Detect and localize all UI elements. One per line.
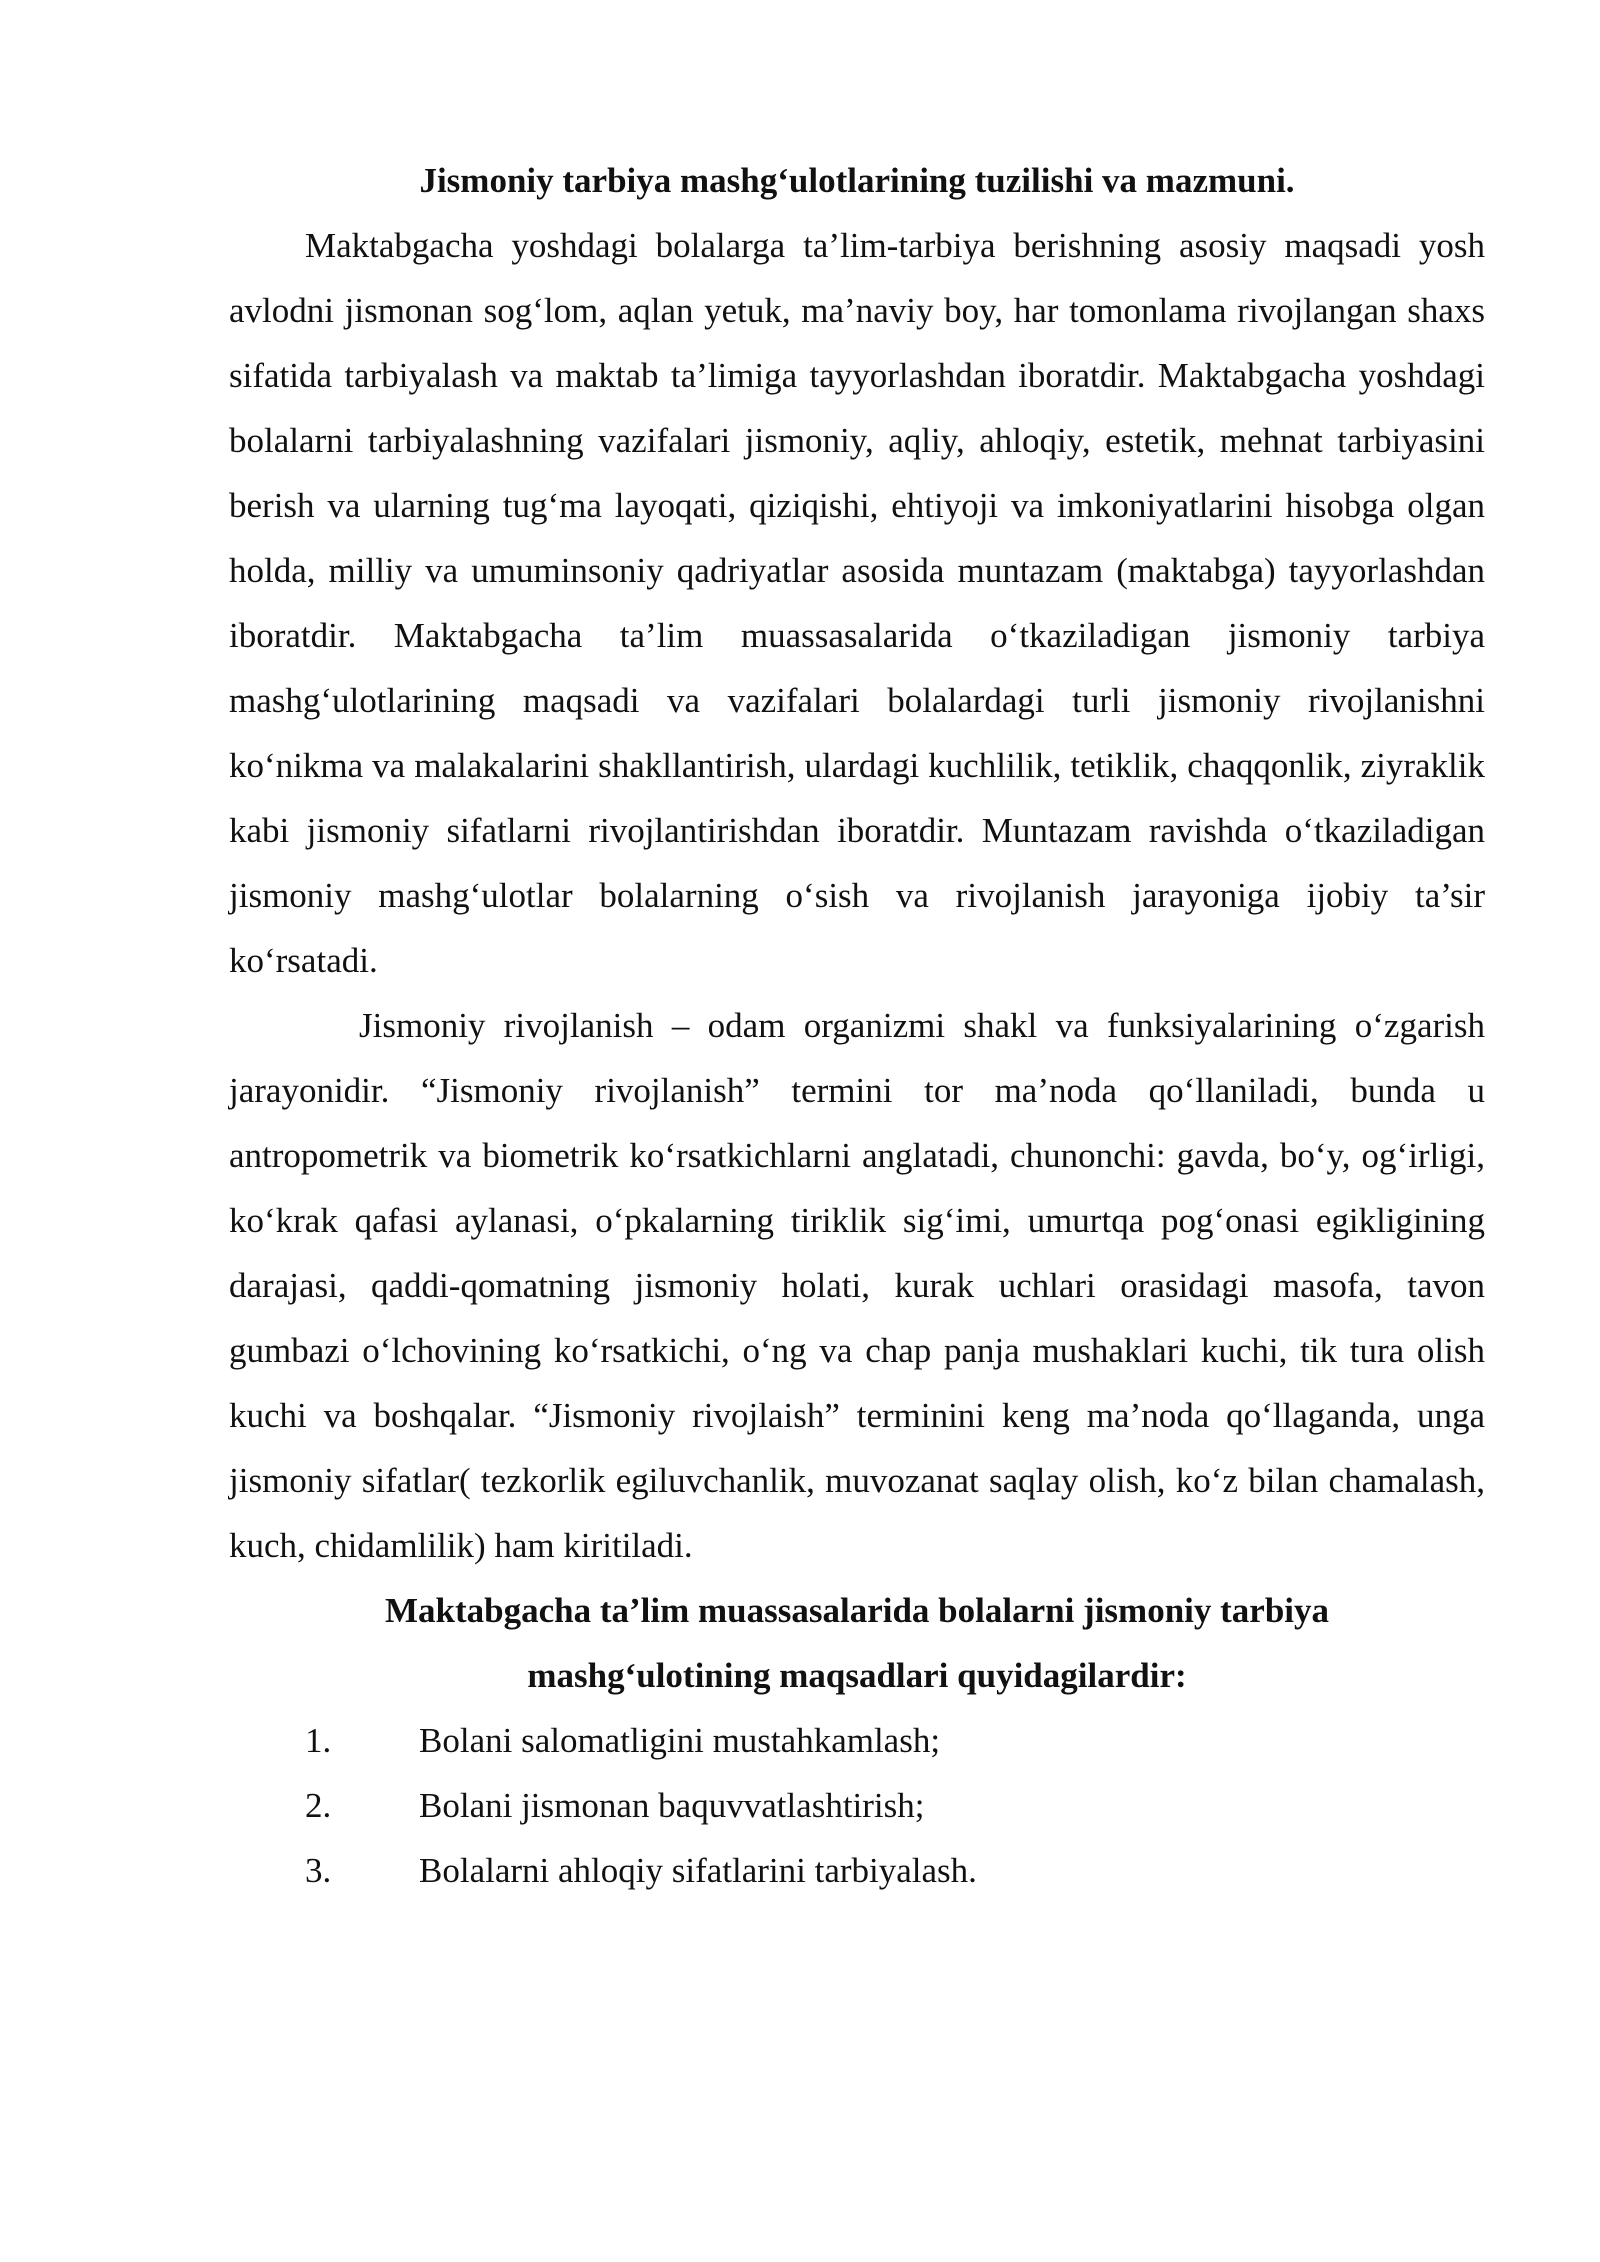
- list-item-text: Bolalarni ahloqiy sifatlarini tarbiyalash.: [419, 1851, 977, 1890]
- paragraph-goals: Maktabgacha yoshdagi bolalarga ta’lim-tarbiya berishning asosiy maqsadi yosh avlodni jismonan sog‘lom, aqlan yetuk, ma’naviy boy, har tomonlama rivojlangan shaxs sifatida tarbiyalash va maktab ta’limiga tayyorlashdan iboratdir. Maktabgacha yoshdagi bolalarni tarbiyalashning vazifalari jismoniy, aqliy, ahloqiy, estetik, mehnat tarbiyasini berish va ularning tug‘ma layoqati, qiziqishi, ehtiyoji va imkoniyatlarini hisobga olgan holda, milliy va umuminsoniy qadriyatlar asosida muntazam (maktabga) tayyorlashdan iboratdir. Maktabgacha ta’lim muassasalarida o‘tkaziladigan jismoniy tarbiya mashg‘ulotlarining maqsadi va vazifalari bolalardagi turli jismoniy rivojlanishni ko‘nikma va malakalarini shakllantirish, ulardagi kuchlilik, tetiklik, chaqqonlik, ziyraklik kabi jismoniy sifatlarni rivojlantirishdan iboratdir. Muntazam ravishda o‘tkaziladigan jismoniy mashg‘ulotlar bolalarning o‘sish va rivojlanish jarayoniga ijobiy ta’sir ko‘rsatadi.: [229, 226, 1485, 980]
- list-item-text: Bolani salomatligini mustahkamlash;: [419, 1721, 941, 1760]
- section-subtitle-line-1: Maktabgacha ta’lim muassasalarida bolalarni jismoniy tarbiya: [384, 1591, 1330, 1630]
- list-item-number: 1.: [305, 1721, 332, 1760]
- paragraph-physical-development: Jismoniy rivojlanish – odam organizmi shakl va funksiyalarining o‘zgarish jarayonidir. “Jismoniy rivojlanish” termini tor ma’noda qo‘llaniladi, bunda u antropometrik va biometrik ko‘rsatkichlarni anglatadi, chunonchi: gavda, bo‘y, og‘irligi, ko‘krak qafasi aylanasi, o‘pkalarning tiriklik sig‘imi, umurtqa pog‘onasi egikligining darajasi, qaddi-qomatning jismoniy holati, kurak uchlari orasidagi masofa, tavon gumbazi o‘lchovining ko‘rsatkichi, o‘ng va chap panja mushaklari kuchi, tik tura olish kuchi va boshqalar. “Jismoniy rivojlaish” terminini keng ma’noda qo‘llaganda, unga jismoniy sifatlar( tezkorlik egiluvchanlik, muvozanat saqlay olish, ko‘z bilan chamalash, kuch, chidamlilik) ham kiritiladi.: [229, 1006, 1485, 1565]
- section-subtitle-line-2: mashg‘ulotining maqsadlari quyidagilardir:: [527, 1656, 1187, 1695]
- list-item-text: Bolani jismonan baquvvatlashtirish;: [419, 1786, 925, 1825]
- list-item: [229, 1773, 1485, 1838]
- goals-list: [229, 1708, 1485, 1903]
- list-item-number: 2.: [305, 1786, 332, 1825]
- list-item-number: 3.: [305, 1851, 332, 1890]
- list-item: [229, 1838, 1485, 1903]
- document-title: Jismoniy tarbiya mashg‘ulotlarining tuzilishi va mazmuni.: [419, 161, 1295, 200]
- list-item: [229, 1708, 1485, 1773]
- document-page: [229, 148, 1485, 1903]
